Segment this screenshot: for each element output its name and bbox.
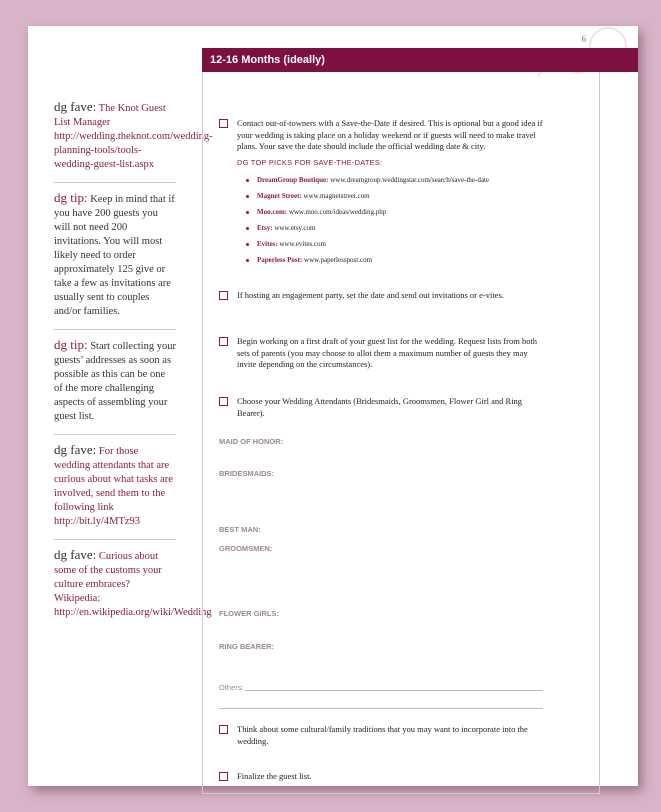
sidebar-block bbox=[54, 330, 176, 435]
bridesmaids-label: BRIDESMAIDS: bbox=[219, 469, 275, 478]
task-item bbox=[219, 336, 549, 371]
others-field[interactable] bbox=[219, 682, 543, 694]
list-item[interactable]: Paperless Post: www.paperlesspost.com bbox=[257, 252, 549, 268]
task-text: If hosting an engagement party, set the date and send out invitations or e-vites. bbox=[237, 290, 504, 300]
task-item bbox=[219, 118, 549, 268]
sidebar-lead: dg tip: bbox=[54, 190, 88, 205]
checkbox[interactable] bbox=[219, 119, 228, 128]
task-text: Choose your Wedding Attendants (Bridesmaids, Groomsmen, Flower Girl and Ring Bearer). bbox=[237, 396, 523, 418]
checkbox[interactable] bbox=[219, 772, 228, 781]
checkbox[interactable] bbox=[219, 337, 228, 346]
groomsmen-label: GROOMSMEN: bbox=[219, 544, 273, 553]
sidebar bbox=[54, 92, 213, 630]
list-item[interactable]: DreamGroup Boutique: www.dreamgroup.weddingstar.com/search/save-the-date bbox=[257, 172, 549, 188]
list-item[interactable]: Moo.com: www.moo.com/ideas/wedding.php bbox=[257, 204, 549, 220]
task-text: Begin working on a first draft of your guest list for the wedding. Request lists from both sets of parents (you may choose to allot them a maximum number of guests they may invite depending on the circumstances). bbox=[237, 336, 538, 369]
picks-title: DG TOP PICKS FOR SAVE-THE-DATES: bbox=[237, 157, 383, 167]
sidebar-block bbox=[54, 92, 213, 183]
sidebar-lead: dg fave: bbox=[54, 547, 97, 562]
sidebar-lead: dg fave: bbox=[54, 442, 97, 457]
task-text: Finalize the guest list. bbox=[237, 771, 312, 781]
task-item bbox=[219, 396, 549, 419]
others-line bbox=[245, 690, 543, 691]
ring-bearer-label: RING BEARER: bbox=[219, 642, 275, 651]
sidebar-text[interactable]: Curious about some of the customs your culture embraces? Wikipedia: http://en.wikipedia.org/wiki/Wedding bbox=[54, 551, 212, 618]
list-item[interactable]: Evites: www.evites.com bbox=[257, 236, 549, 252]
flower-girls-label: FLOWER GIRLS: bbox=[219, 609, 279, 618]
sidebar-block bbox=[54, 183, 176, 330]
checkbox[interactable] bbox=[219, 397, 228, 406]
list-item[interactable]: Etsy: www.etsy.com bbox=[257, 220, 549, 236]
checkbox[interactable] bbox=[219, 725, 228, 734]
best-man-label: BEST MAN: bbox=[219, 525, 261, 534]
sidebar-block bbox=[54, 540, 212, 630]
divider bbox=[219, 708, 543, 709]
sidebar-block bbox=[54, 435, 176, 540]
task-text: Think about some cultural/family traditions that you may want to incorporate into the wedding. bbox=[237, 724, 528, 746]
document-page bbox=[28, 26, 638, 786]
maid-of-honor-label: MAID OF HONOR: bbox=[219, 437, 284, 446]
sidebar-text: Keep in mind that if you have 200 guests you will not need 200 invitations. You will most likely need to order approximately 125 give or take a few as invitations are usually sent to couples and/or families. bbox=[54, 194, 175, 317]
checkbox[interactable] bbox=[219, 291, 228, 300]
task-text: Contact out-of-towners with a Save-the-Date if desired. This is optional but a good idea if your wedding is taking place on a holiday weekend or if guests will need to make travel plans. Your save the date should include the official wedding date & city. bbox=[237, 118, 543, 151]
checklist-box bbox=[202, 72, 600, 794]
sidebar-text[interactable]: The Knot Guest List Manager http://wedding.theknot.com/wedding-planning-tools/tools-wedding-guest-list.aspx bbox=[54, 103, 213, 170]
page-number: 6 bbox=[581, 34, 586, 44]
sidebar-lead: dg tip: bbox=[54, 337, 88, 352]
list-item[interactable]: Magnet Street: www.magnetstreet.com bbox=[257, 188, 549, 204]
sidebar-lead: dg fave: bbox=[54, 99, 97, 114]
task-item bbox=[219, 290, 549, 302]
section-header: 12-16 Months (ideally) bbox=[202, 48, 638, 72]
task-item bbox=[219, 771, 549, 783]
sidebar-text: Start collecting your guests’ addresses as soon as possible as this can be one of the more challenging aspects of assembling your guest list. bbox=[54, 341, 176, 422]
others-label: Others: bbox=[219, 683, 244, 692]
task-item bbox=[219, 724, 549, 747]
sidebar-text[interactable]: For those wedding attendants that are curious about what tasks are involved, send them to the following link http://bit.ly/4MTz93 bbox=[54, 446, 173, 527]
picks-list bbox=[219, 172, 549, 268]
